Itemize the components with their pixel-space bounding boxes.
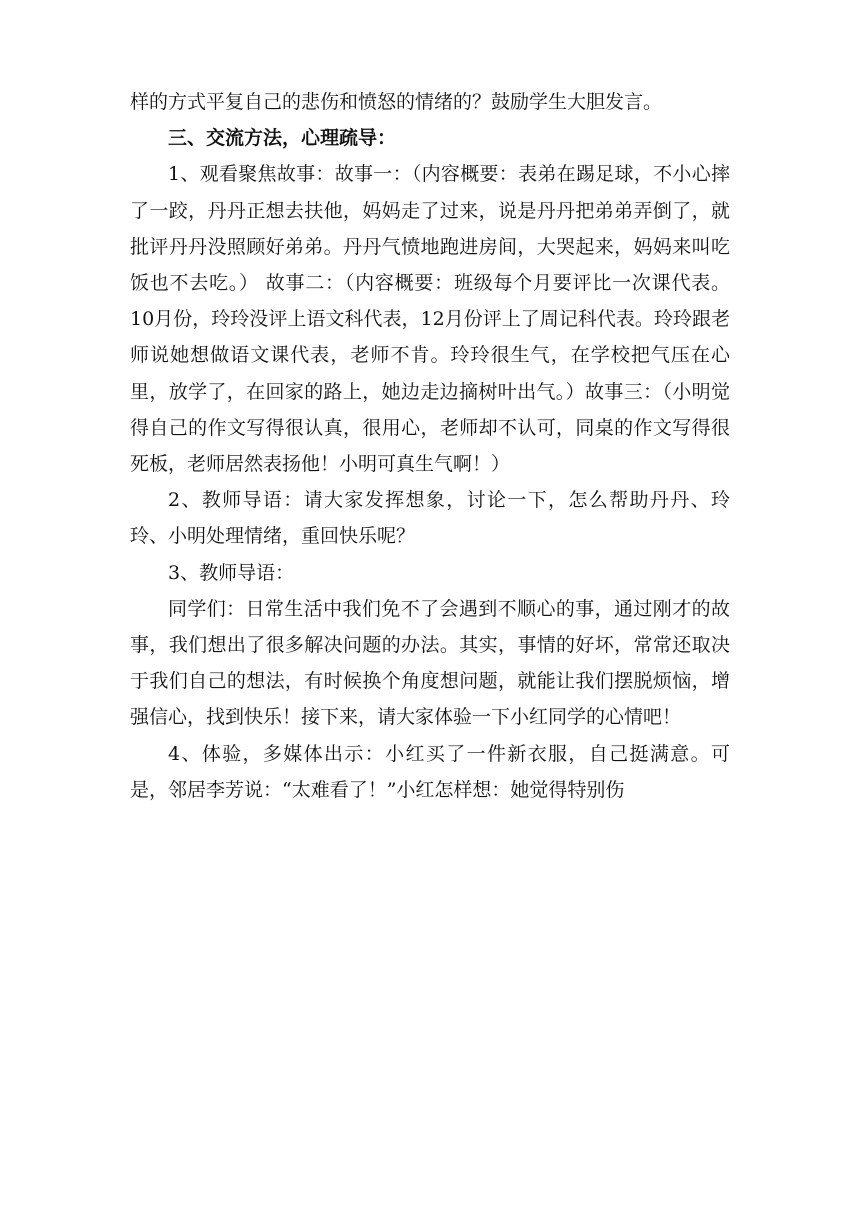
paragraph-teacher-guide-1: 2、教师导语：请大家发挥想象，讨论一下，怎么帮助丹丹、玲玲、小明处理情绪，重回快乐呢？ xyxy=(130,489,730,548)
paragraph-teacher-guide-2: 3、教师导语： xyxy=(168,561,295,584)
section-heading: 三、交流方法，心理疏导： xyxy=(168,127,397,150)
paragraph-experience: 4、体验，多媒体出示：小红买了一件新衣服，自己挺满意。可是，邻居李芳说：“太难看了！”小红怎样想：她觉得特别伤 xyxy=(130,742,730,801)
paragraph-continuation: 样的方式平复自己的悲伤和愤怒的情绪的？鼓励学生大胆发言。 xyxy=(130,91,663,113)
paragraph-students-address: 同学们：日常生活中我们免不了会遇到不顺心的事，通过刚才的故事，我们想出了很多解决问题的办法。其实，事情的好坏，常常还取决于我们自己的想法，有时候换个角度想问题，就能让我们摆脱烦恼，增强信心，找到快乐！接下来，请大家体验一下小红同学的心情吧！ xyxy=(130,597,730,729)
paragraph-stories: 1、观看聚焦故事：故事一：（内容概要：表弟在踢足球，不小心摔了一跤，丹丹正想去扶他，妈妈走了过来，说是丹丹把弟弟弄倒了，就批评丹丹没照顾好弟弟。丹丹气愤地跑进房间，大哭起来，妈妈来叫吃饭也不去吃。） 故事二：（内容概要：班级每个月要评比一次课代表。10月份，玲玲没评上语文科代表，12月份评上了周记科代表。玲玲跟老师说她想做语文课代表，老师不肯。玲玲很生气，在学校把气压在心里，放学了，在回家的路上，她边走边摘树叶出气。）故事三：（小明觉得自己的作文写得很认真，很用心，老师却不认可，同桌的作文写得很死板，老师居然表扬他！小明可真生气啊！） xyxy=(130,163,730,476)
document-page xyxy=(130,84,730,808)
